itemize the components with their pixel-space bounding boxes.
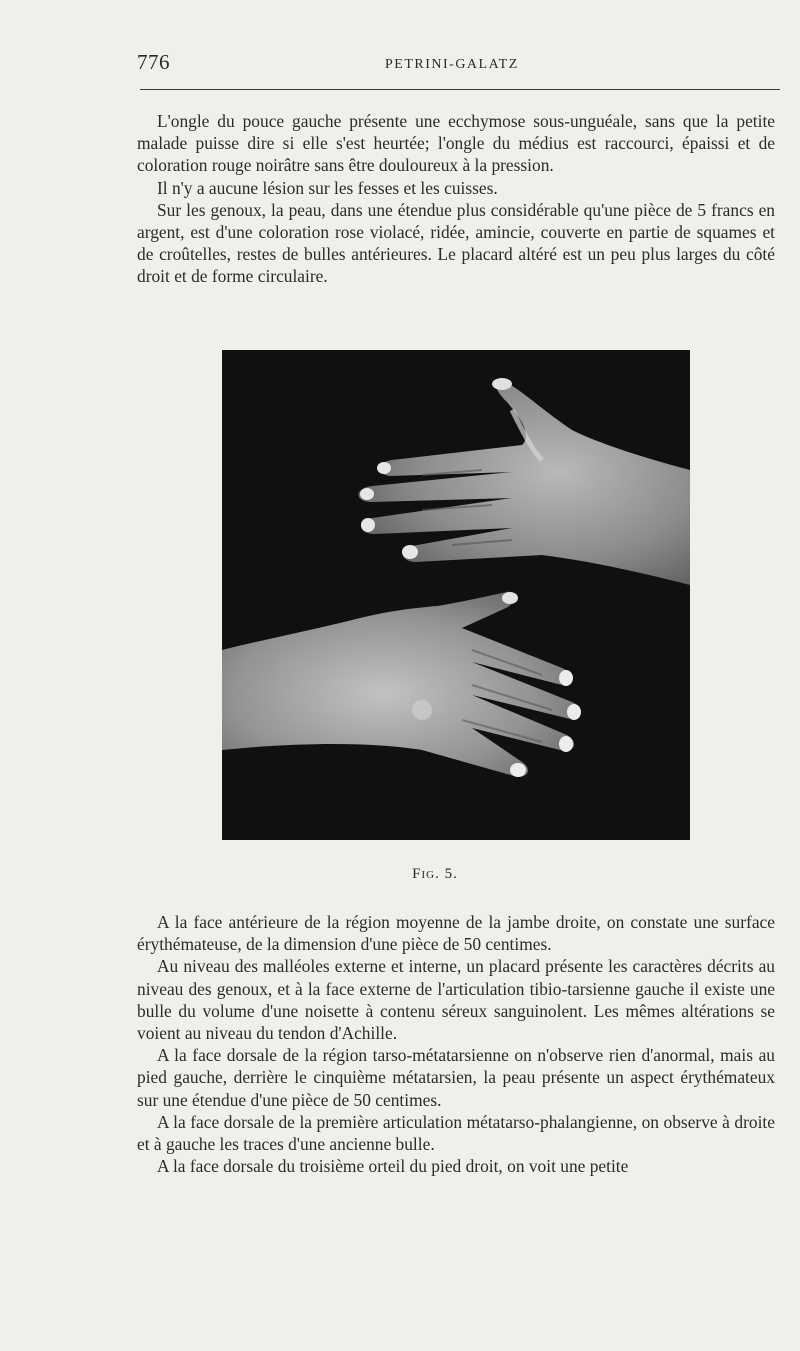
hands-photograph bbox=[222, 350, 690, 840]
paragraph: Il n'y a aucune lésion sur les fesses et les cuisses. bbox=[157, 177, 498, 198]
hands-illustration bbox=[222, 350, 690, 840]
paragraph: A la face dorsale du troisième orteil du pied droit, on voit une petite bbox=[157, 1156, 629, 1177]
running-head: PETRINI-GALATZ bbox=[385, 57, 519, 72]
text-block-top bbox=[137, 110, 775, 288]
paragraph: Sur les genoux, la peau, dans une étendue plus considérable qu'une pièce de 5 francs en argent, est d'une coloration rose violacé, ridée, amincie, couverte en partie de squames et de croûtelles, restes de bulles antérieures. Le placard altéré est un peu plus larges du côté droit et de forme circulaire. bbox=[137, 199, 775, 287]
paragraph: L'ongle du pouce gauche présente une ecchymose sous-unguéale, sans que la petite malade puisse dire si elle s'est heurtée; l'ongle du médius est raccourci, épaissi et de coloration rouge noirâtre sans être douloureux à la pression. bbox=[137, 111, 775, 176]
figure-caption-text: Fig. 5. bbox=[412, 866, 458, 882]
paragraph: Au niveau des malléoles externe et interne, un placard présente les caractères décrits au niveau des genoux, et à la face externe de l'articulation tibio-tarsienne gauche il existe une bulle du volume d'une noisette à contenu séreux sanguinolent. Les mêmes altérations se voient au niveau du tendon d'Achille. bbox=[137, 956, 775, 1044]
page-number: 776 bbox=[137, 50, 170, 74]
paragraph: A la face dorsale de la région tarso-métatarsienne on n'observe rien d'anormal, mais au pied gauche, derrière le cinquième métatarsien, la peau présente un aspect érythémateux sur une étendue d'une pièce de 50 centimes. bbox=[137, 1045, 775, 1110]
paragraph: A la face dorsale de la première articulation métatarso-phalangienne, on observe à droite et à gauche les traces d'une ancienne bulle. bbox=[137, 1111, 775, 1155]
header-rule bbox=[140, 89, 780, 90]
figure-caption bbox=[0, 866, 800, 883]
text-block-bottom bbox=[137, 911, 775, 1177]
paragraph: A la face antérieure de la région moyenne de la jambe droite, on constate une surface érythémateuse, de la dimension d'une pièce de 50 centimes. bbox=[137, 912, 775, 955]
